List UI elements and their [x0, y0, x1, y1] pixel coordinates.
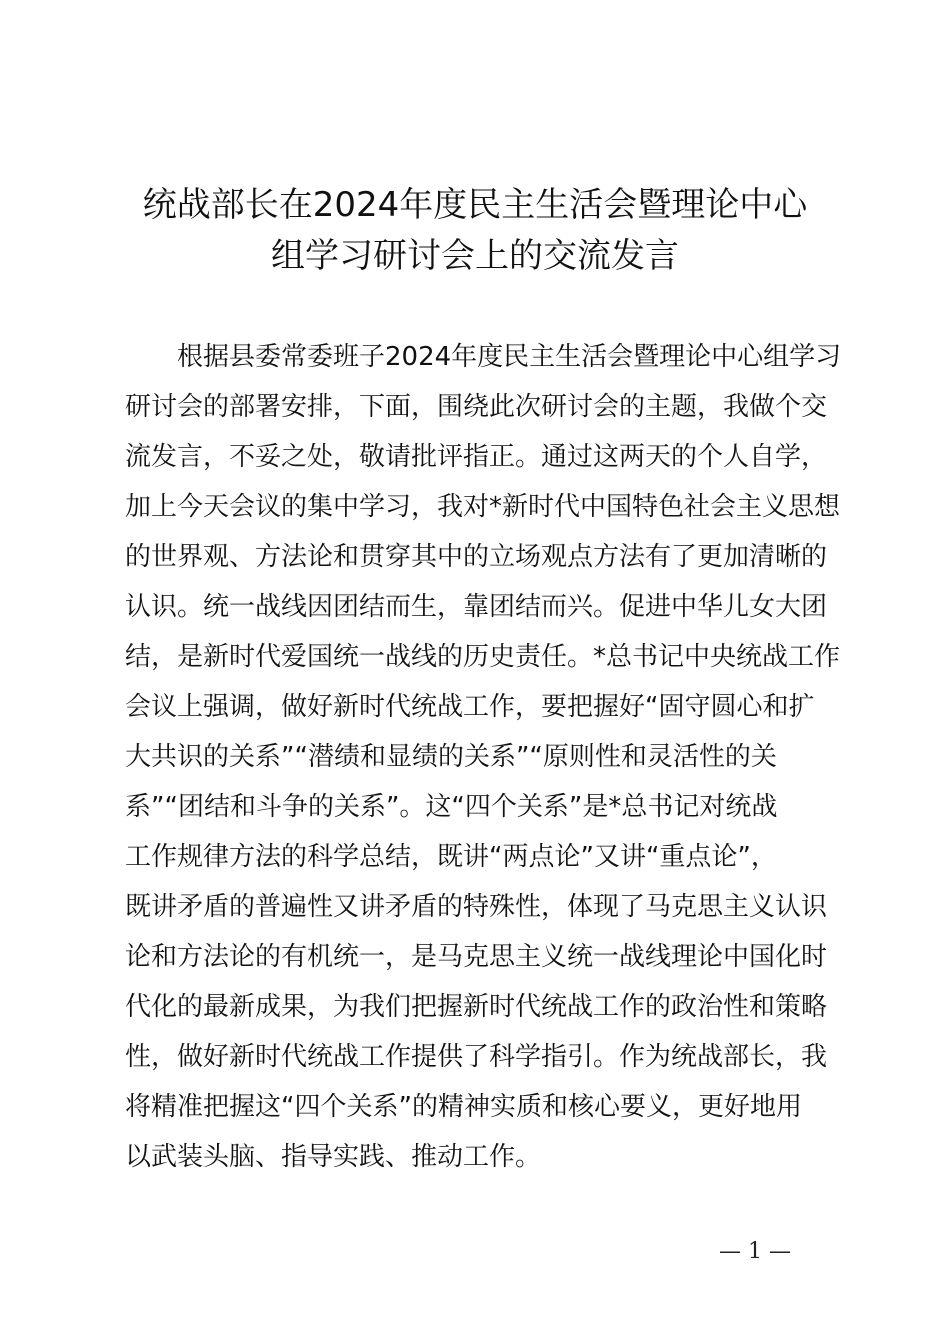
body-line-7: 结，是新时代爱国统一战线的历史责任。*总书记中央统战工作 — [125, 642, 841, 672]
body-paragraph — [125, 332, 842, 1182]
document-title — [110, 180, 840, 282]
body-line-4: 加上今天会议的集中学习，我对*新时代中国特色社会主义思想 — [125, 492, 841, 522]
body-line-6: 认识。统一战线因团结而生，靠团结而兴。促进中华儿女大团 — [125, 592, 828, 622]
body-line-10: 系”“团结和斗争的关系”。这“四个关系”是*总书记对统战 — [125, 792, 778, 822]
title-line-2: 组学习研讨会上的交流发言 — [271, 236, 679, 276]
body-line-1: 根据县委常委班子2024年度民主生活会暨理论中心组学习 — [177, 342, 842, 372]
body-line-8: 会议上强调，做好新时代统战工作，要把握好“固守圆心和扩 — [125, 692, 815, 722]
body-line-2: 研讨会的部署安排，下面，围绕此次研讨会的主题，我做个交 — [125, 392, 828, 422]
body-line-3: 流发言，不妥之处，敬请批评指正。通过这两天的个人自学， — [125, 442, 828, 472]
body-line-15: 性，做好新时代统战工作提供了科学指引。作为统战部长，我 — [125, 1042, 828, 1072]
body-line-11: 工作规律方法的科学总结，既讲“两点论”又讲“重点论”， — [125, 842, 777, 872]
body-line-17: 以武装头脑、指导实践、推动工作。 — [125, 1142, 542, 1172]
body-line-5: 的世界观、方法论和贯穿其中的立场观点方法有了更加清晰的 — [125, 542, 828, 572]
body-line-12: 既讲矛盾的普遍性又讲矛盾的特殊性，体现了马克思主义认识 — [125, 892, 828, 922]
page-number: — 1 — — [719, 1239, 791, 1264]
body-line-9: 大共识的关系”“潜绩和显绩的关系”“原则性和灵活性的关 — [125, 742, 777, 772]
body-line-13: 论和方法论的有机统一，是马克思主义统一战线理论中国化时 — [125, 942, 828, 972]
title-line-1: 统战部长在2024年度民主生活会暨理论中心 — [142, 185, 808, 225]
body-line-16: 将精准把握这“四个关系”的精神实质和核心要义，更好地用 — [125, 1092, 802, 1122]
body-line-14: 代化的最新成果，为我们把握新时代统战工作的政治性和策略 — [125, 992, 828, 1022]
